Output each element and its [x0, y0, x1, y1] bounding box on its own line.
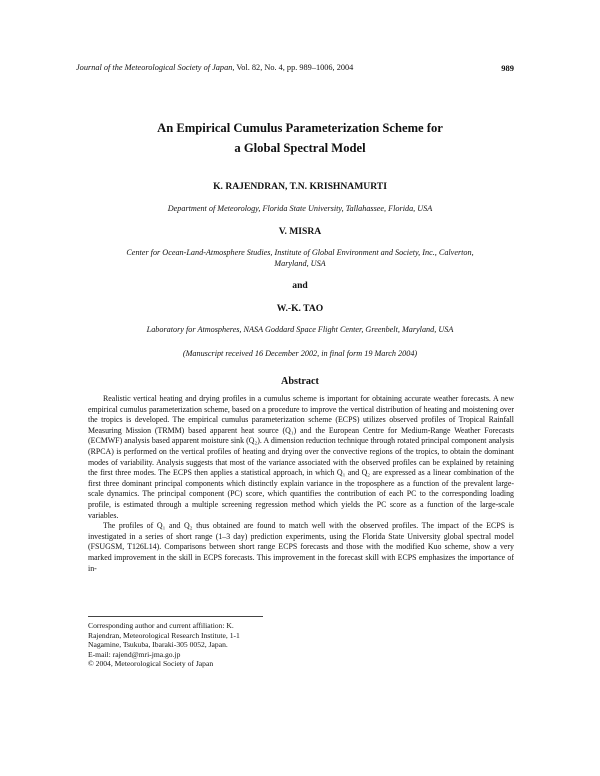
affiliation-2-line-1: Center for Ocean-Land-Atmosphere Studies, Institute of Global Environment and Society, Inc., Calverton,	[126, 248, 474, 257]
journal-name: Journal of the Meteorological Society of Japan	[76, 63, 233, 72]
footnote	[88, 621, 293, 669]
footnote-line: © 2004, Meteorological Society of Japan	[88, 659, 214, 669]
footnote-rule	[88, 616, 263, 617]
affiliation-3: Laboratory for Atmospheres, NASA Goddard Space Flight Center, Greenbelt, Maryland, USA	[146, 325, 454, 334]
manuscript-received: (Manuscript received 16 December 2002, in final form 19 March 2004)	[182, 349, 418, 358]
footnote-line: Corresponding author and current affiliation: K.	[88, 621, 234, 630]
author-group-2: V. MISRA	[278, 226, 322, 237]
affiliation-2	[60, 247, 540, 269]
abstract-body	[88, 394, 514, 574]
abstract-paragraph-1: Realistic vertical heating and drying profiles in a cumulus scheme is important for obtaining accurate weather forecasts. A new empirical cumulus parameterization scheme, based on a procedure to improve the vertical distribution of heating and moistening over the tropics is developed. The empirical cumulus parameterization scheme (ECPS) utilizes observed profiles of Tropical Rainfall Measuring Mission (TRMM) based apparent heat source (Q₁) and the European Centre for Medium-Range Weather Forecasts (ECMWF) analysis based apparent moisture sink (Q₂). A dimension reduction technique through rotated principal component analysis (RPCA) is performed on the vertical profiles of heating and drying over the convective regions of the tropics, to obtain the dominant modes of variability. Analysis suggests that most of the variance associated with the observed profiles can be explained by retaining the first three modes. The ECPS then applies a statistical approach, in which Q₁ and Q₂ are expressed as a linear combination of the first three dominant principal components which distinctly explain variance in the troposphere as a function of the prevalent large-scale dynamics. The principal component (PC) score, which quantifies the contribution of each PC to the corresponding loading profile, is estimated through a multiple screening regression method which yields the PC score as a function of the large-scale variables.	[88, 394, 514, 520]
author-group-3: W.-K. TAO	[276, 303, 324, 314]
and-word: and	[292, 280, 308, 291]
abstract-paragraph-2: The profiles of Q₁ and Q₂ thus obtained are found to match well with the observed profiles. The impact of the ECPS is investigated in a series of short range (1–3 day) prediction experiments, using the Florida State University global spectral model (FSUGSM, T126L14). Comparisons between short range ECPS forecasts and those with the modified Kuo scheme, show a very marked improvement in the skill in ECPS forecasts. This improvement in the forecast skill with ECPS emphasizes the importance of in-	[88, 521, 514, 573]
affiliation-1: Department of Meteorology, Florida State University, Tallahassee, Florida, USA	[167, 204, 433, 213]
footnote-line: Nagamine, Tsukuba, Ibaraki-305 0052, Japan.	[88, 640, 228, 650]
page-number: 989	[501, 63, 514, 73]
affiliation-2-line-2: Maryland, USA	[274, 259, 326, 268]
journal-citation: , Vol. 82, No. 4, pp. 989–1006, 2004	[232, 63, 354, 72]
running-head	[76, 63, 520, 72]
footnote-line: E-mail: rajend@mri-jma.go.jp	[88, 649, 181, 659]
title-line-2: a Global Spectral Model	[234, 141, 366, 155]
abstract-heading: Abstract	[281, 376, 319, 387]
title-line-1: An Empirical Cumulus Parameterization Scheme for	[157, 121, 443, 135]
paper-title	[60, 118, 540, 158]
footnote-line: Rajendran, Meteorological Research Institute, 1-1	[88, 630, 240, 640]
author-group-1: K. RAJENDRAN, T.N. KRISHNAMURTI	[213, 181, 387, 192]
